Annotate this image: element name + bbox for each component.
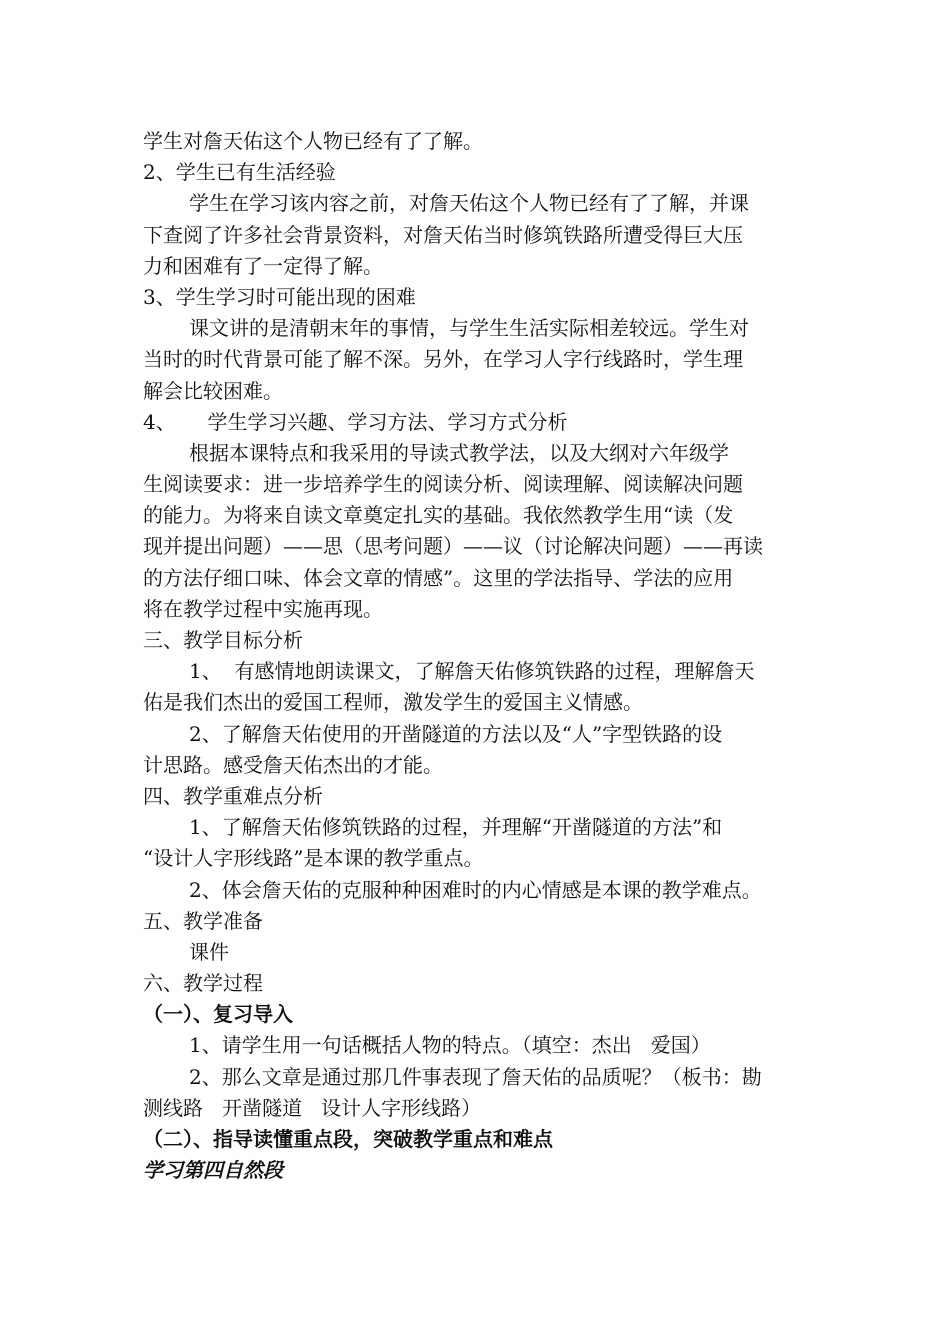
list-item: 1、请学生用一句话概括人物的特点。（填空：杰出 爱国） (189, 1033, 711, 1058)
section-heading: 六、教学过程 (143, 971, 263, 996)
paragraph-line: 下查阅了许多社会背景资料，对詹天佑当时修筑铁路所遭受得巨大压 (143, 222, 743, 247)
subsection-heading: （一）、复习导入 (143, 1002, 293, 1027)
list-item-continued: 佑是我们杰出的爱国工程师，激发学生的爱国主义情感。 (143, 690, 643, 715)
document-body (143, 126, 823, 1186)
paragraph-line: 学生在学习该内容之前，对詹天佑这个人物已经有了了解，并课 (189, 191, 749, 216)
section-heading: 四、教学重难点分析 (143, 783, 323, 808)
subsection-heading: 学习第四自然段 (143, 1158, 283, 1183)
section-heading: 3、学生学习时可能出现的困难 (143, 284, 416, 309)
section-heading: 三、教学目标分析 (143, 628, 303, 652)
text-line: 学生对詹天佑这个人物已经有了了解。 (143, 129, 483, 153)
section-heading: 五、教学准备 (143, 908, 263, 933)
paragraph-line: 根据本课特点和我采用的导读式教学法，以及大纲对六年级学 (189, 440, 729, 465)
paragraph-line: 课文讲的是清朝末年的事情，与学生生活实际相差较远。学生对 (189, 316, 749, 341)
paragraph-line: 课件 (189, 939, 229, 964)
paragraph-line: 解会比较困难。 (143, 378, 283, 403)
paragraph-line: 将在教学过程中实施再现。 (143, 596, 383, 621)
paragraph-line: 当时的时代背景可能了解不深。另外，在学习人字行线路时，学生理 (143, 347, 743, 372)
subsection-heading: （二）、指导读懂重点段，突破教学重点和难点 (143, 1127, 553, 1151)
list-item: 2、那么文章是通过那几件事表现了詹天佑的品质呢？（板书：勘 (189, 1064, 762, 1089)
paragraph-line: 力和困难有了一定得了解。 (143, 253, 383, 278)
paragraph-line: 现并提出问题）——思（思考问题）——议（讨论解决问题）——再读 (143, 534, 763, 559)
list-item: 1、了解詹天佑修筑铁路的过程，并理解“开凿隧道的方法”和 (189, 815, 723, 840)
section-heading: 2、学生已有生活经验 (143, 160, 336, 185)
list-item-continued: 测线路 开凿隧道 设计人字形线路） (143, 1095, 482, 1120)
paragraph-line: 生阅读要求：进一步培养学生的阅读分析、阅读理解、阅读解决问题 (143, 472, 743, 497)
section-heading: 4、 学生学习兴趣、学习方法、学习方式分析 (143, 409, 568, 434)
paragraph-line: 的方法仔细口味、体会文章的情感”。这里的学法指导、学法的应用 (143, 565, 734, 590)
list-item-continued: 计思路。感受詹天佑杰出的才能。 (143, 752, 443, 777)
list-item: 2、体会詹天佑的克服种种困难时的内心情感是本课的教学难点。 (189, 877, 762, 902)
list-item-continued: “设计人字形线路”是本课的教学重点。 (143, 846, 484, 871)
paragraph-line: 的能力。为将来自读文章奠定扎实的基础。我依然教学生用“读（发 (143, 503, 734, 528)
list-item: 1、 有感情地朗读课文，了解詹天佑修筑铁路的过程，理解詹天 (189, 659, 755, 684)
list-item: 2、了解詹天佑使用的开凿隧道的方法以及“人”字型铁路的设 (189, 721, 723, 746)
